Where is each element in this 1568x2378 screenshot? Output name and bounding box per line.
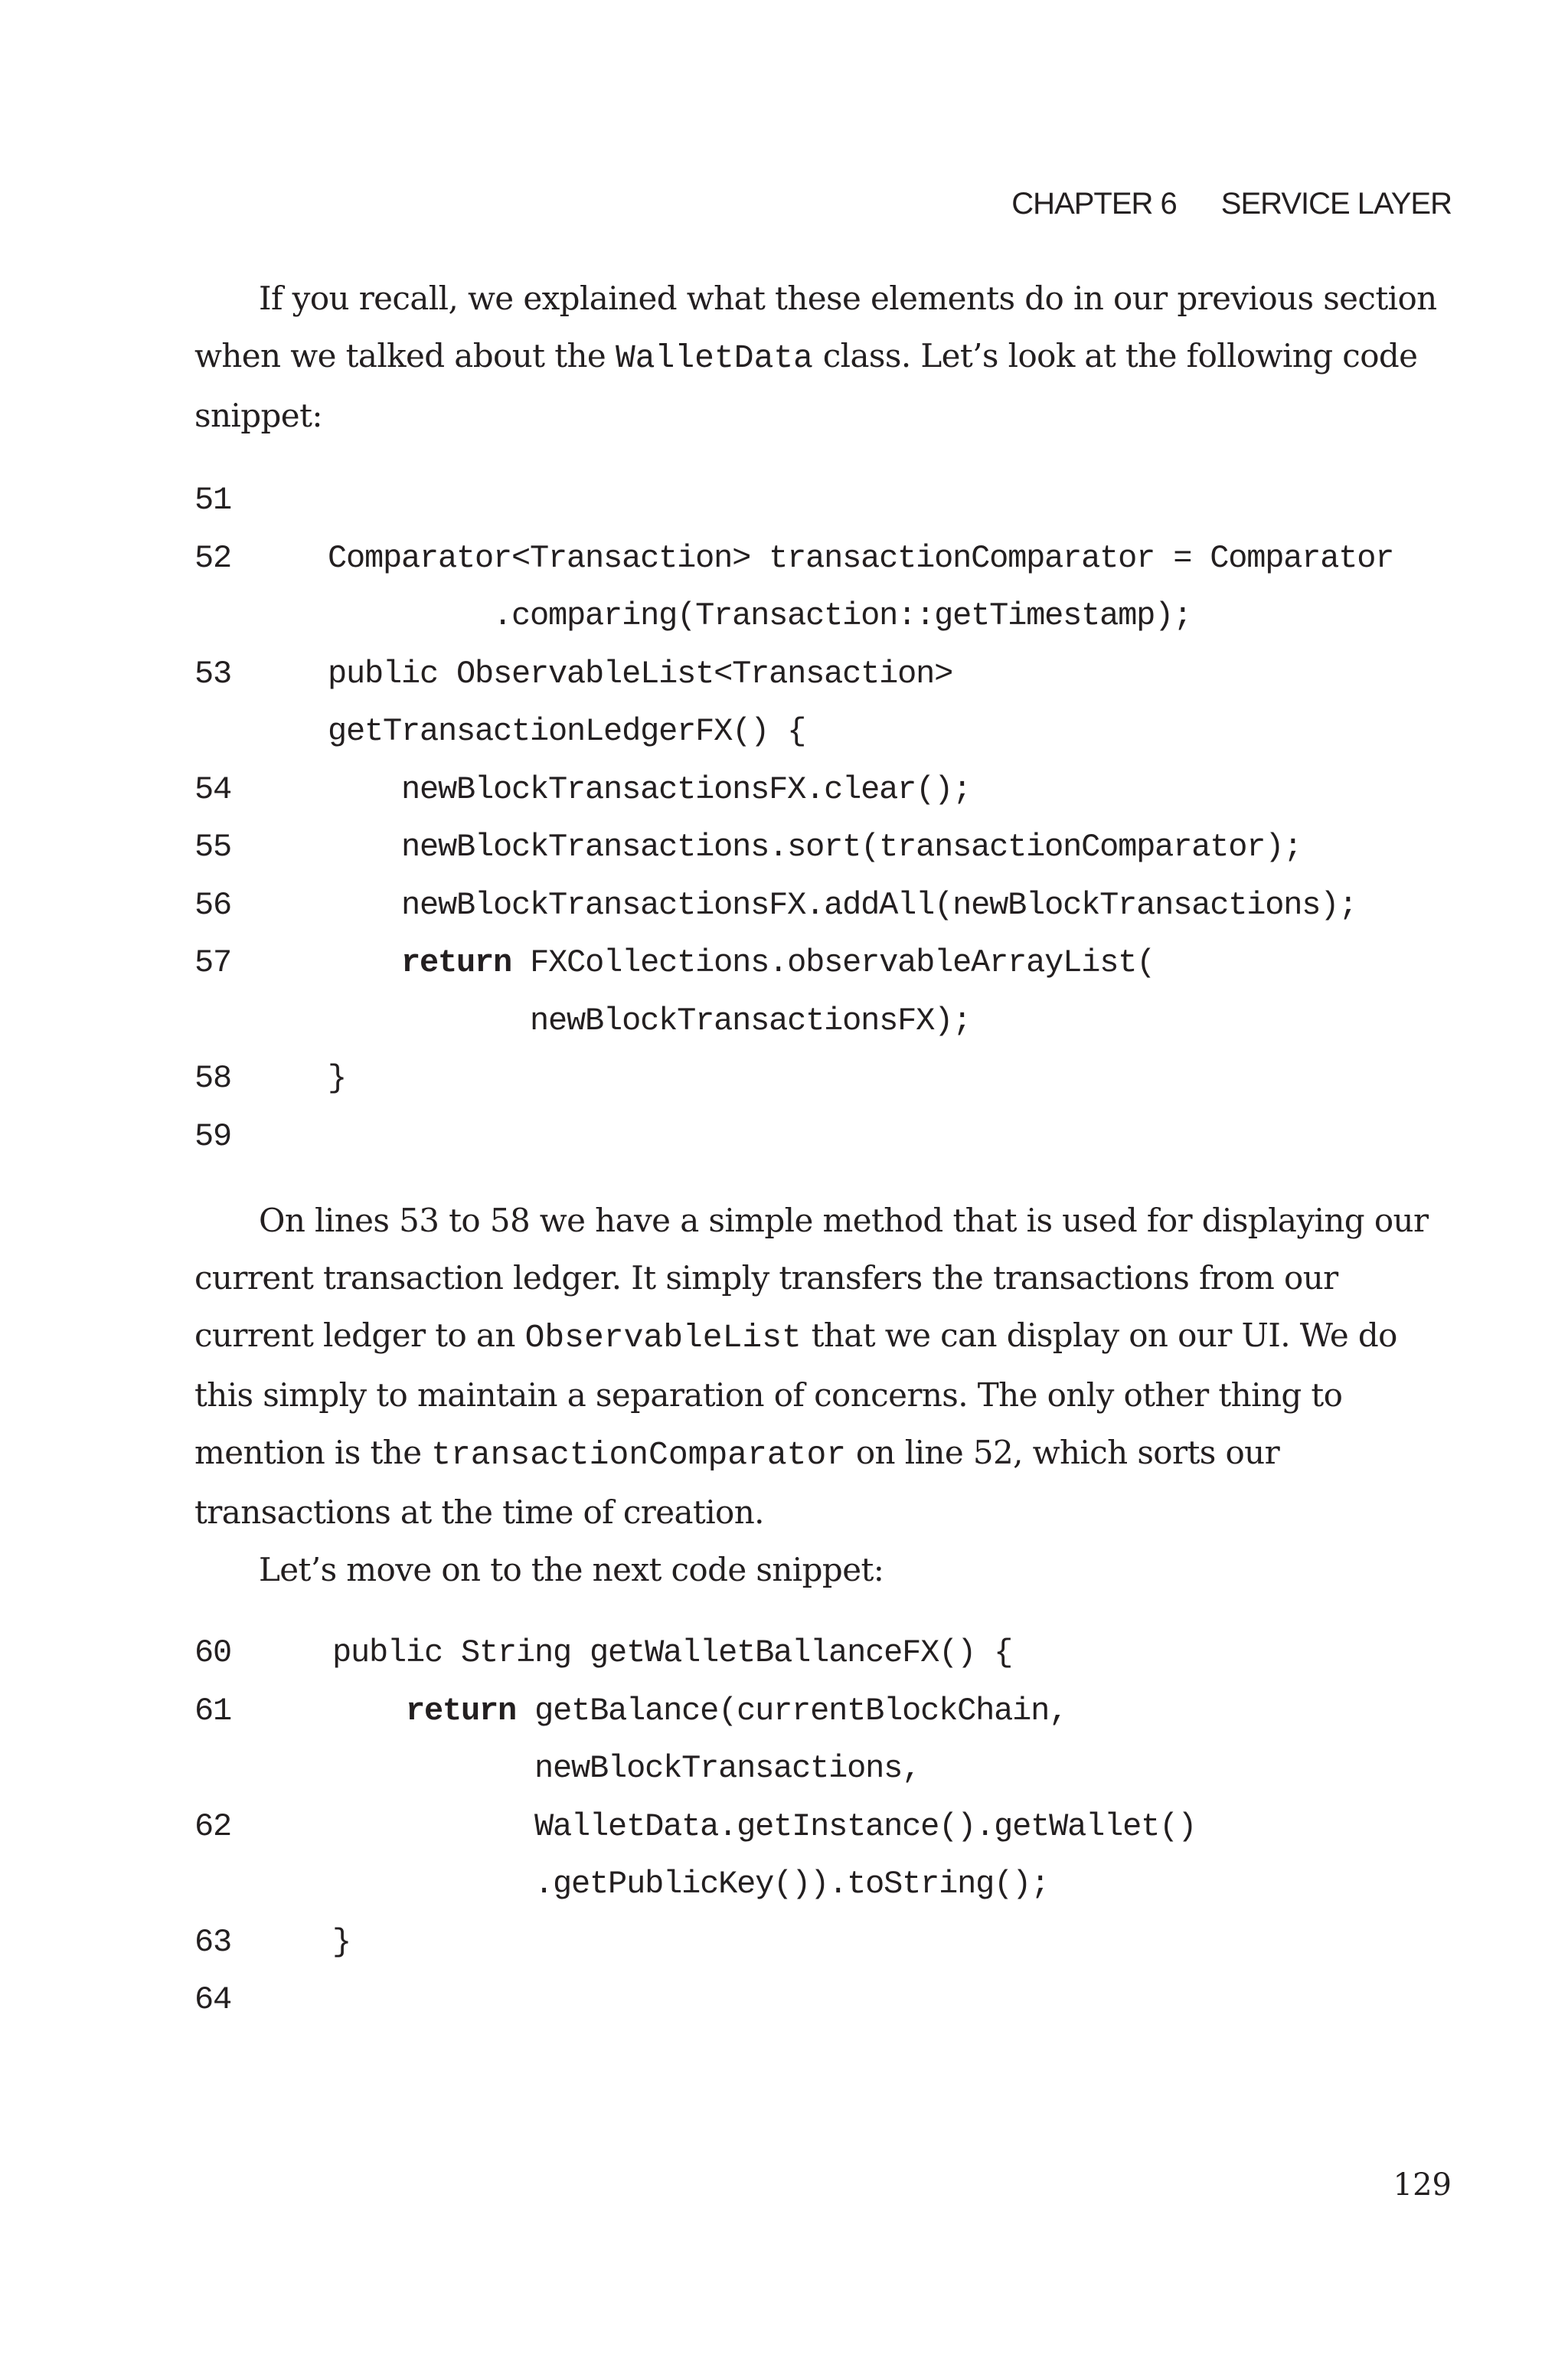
code-text: newBlockTransactionsFX.clear(); (328, 770, 972, 808)
line-number: 57 (194, 944, 232, 981)
code-line (194, 1740, 1465, 1798)
code-line (194, 1914, 1465, 1972)
line-number: 54 (194, 770, 232, 808)
code-text: newBlockTransactions, (332, 1750, 921, 1787)
line-number (194, 587, 328, 646)
line-number (194, 703, 328, 761)
code-snippet-2 (194, 1624, 1465, 2030)
code-line (194, 646, 1465, 704)
line-number: 64 (194, 1981, 232, 2018)
code-rest: FXCollections.observableArrayList( (511, 944, 1155, 981)
code-text (328, 934, 1155, 993)
line-number: 51 (194, 482, 232, 518)
code-text: Comparator<Transaction> transactionComparator = Comparator (328, 539, 1394, 577)
code-line (194, 472, 1465, 530)
code-line (194, 530, 1465, 588)
line-number: 62 (194, 1807, 232, 1845)
line-number: 55 (194, 829, 232, 865)
code-line (194, 761, 1465, 819)
running-head (1011, 187, 1452, 221)
inline-code: transactionComparator (431, 1436, 847, 1474)
code-line (194, 1108, 1465, 1166)
paragraph-intro (194, 270, 1465, 444)
code-line (194, 1798, 1465, 1856)
code-indent (328, 944, 401, 981)
code-text: WalletData.getInstance().getWallet() (332, 1807, 1197, 1845)
text: on line 52, which sorts our transactions at the time of creation. (194, 1434, 1280, 1531)
code-line (194, 1971, 1465, 2030)
code-line (194, 934, 1465, 993)
section-label: SERVICE LAYER (1220, 187, 1452, 221)
line-number: 53 (194, 655, 232, 692)
inline-code: ObservableList (524, 1319, 802, 1356)
text: class. Let’s look at the following code snippet: (194, 337, 1418, 434)
paragraph-explanation (194, 1192, 1465, 1598)
line-number: 58 (194, 1060, 232, 1097)
code-snippet-1 (194, 472, 1465, 1166)
code-rest: getBalance(currentBlockChain, (516, 1692, 1068, 1729)
code-line (194, 1856, 1465, 1914)
code-text: getTransactionLedgerFX() { (328, 713, 806, 750)
text: If you recall, we explained what these elements do in our previous section when we talked about the (194, 280, 1437, 375)
code-keyword: return (401, 944, 512, 981)
line-number: 63 (194, 1923, 232, 1961)
code-text: public String getWalletBallanceFX() { (332, 1634, 1013, 1671)
code-line (194, 1683, 1465, 1741)
line-number (194, 993, 328, 1051)
code-text: .getPublicKey()).toString(); (332, 1866, 1050, 1902)
code-text: newBlockTransactionsFX); (328, 1002, 972, 1039)
paragraph-3: Let’s move on to the next code snippet: (259, 1551, 884, 1588)
paragraph-1 (194, 270, 1465, 444)
code-text: newBlockTransactions.sort(transactionComparator); (328, 829, 1302, 865)
text: that we can display on our UI. We do this simply to maintain a separation of concerns. The only other thing to mention is the (194, 1317, 1397, 1471)
text: On lines 53 to 58 we have a simple method that is used for displaying our current transaction ledger. It simply transfers the transactions from our current ledger to an (194, 1202, 1429, 1354)
line-number: 59 (194, 1117, 232, 1155)
line-number: 56 (194, 886, 232, 924)
code-line (194, 877, 1465, 935)
code-line (194, 587, 1465, 646)
line-number: 61 (194, 1692, 232, 1729)
code-text: .comparing(Transaction::getTimestamp); (328, 597, 1192, 634)
code-text: } (332, 1923, 351, 1961)
code-text: newBlockTransactionsFX.addAll(newBlockTransactions); (328, 886, 1357, 924)
paragraph-2 (194, 1192, 1465, 1541)
code-text (332, 1683, 1067, 1741)
line-number: 52 (194, 539, 232, 577)
chapter-label: CHAPTER 6 (1011, 187, 1177, 221)
code-line (194, 1624, 1465, 1683)
line-number: 60 (194, 1634, 232, 1671)
code-indent (332, 1693, 406, 1729)
code-keyword: return (406, 1692, 517, 1729)
line-number (194, 1856, 332, 1914)
code-text: } (328, 1060, 347, 1097)
line-number (194, 1740, 332, 1798)
code-line (194, 819, 1465, 877)
code-line (194, 703, 1465, 761)
page-number: 129 (1393, 2167, 1452, 2203)
code-line (194, 993, 1465, 1051)
code-line (194, 1050, 1465, 1108)
code-text: public ObservableList<Transaction> (328, 655, 953, 692)
inline-code: WalletData (615, 339, 813, 377)
